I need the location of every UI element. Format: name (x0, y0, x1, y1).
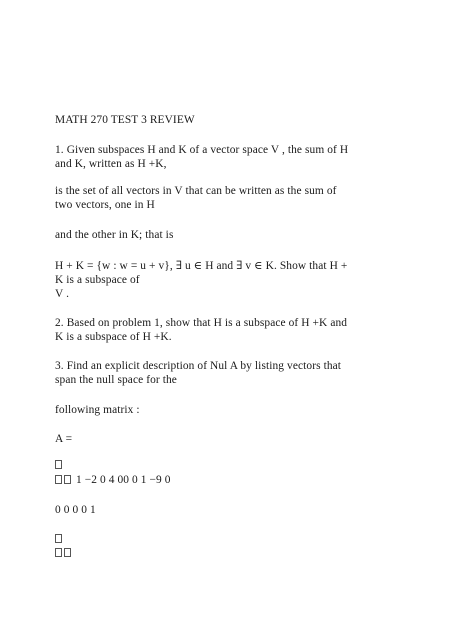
problem-3-line-3: following matrix : (55, 404, 140, 416)
missing-glyph-icon (55, 460, 62, 469)
matrix-row-1: 1 −2 0 4 00 0 1 −9 0 (75, 474, 171, 486)
matrix-bracket-bottom-2 (55, 546, 73, 560)
problem-1-line-2: and K, written as H +K, (55, 158, 167, 170)
document-title: MATH 270 TEST 3 REVIEW (55, 114, 195, 126)
set-definition-line-1: H + K = {w : w = u + v}, ∃ u ∈ H and ∃ v ∈ K. Show that H + (55, 260, 348, 272)
matrix-bracket-top (55, 458, 64, 472)
matrix-row-1-line (55, 473, 171, 487)
matrix-bracket-bottom-1 (55, 532, 64, 546)
matrix-label: A = (55, 433, 73, 445)
matrix-row-2: 0 0 0 0 1 (55, 504, 96, 516)
problem-1-line-1: 1. Given subspaces H and K of a vector space V , the sum of H (55, 144, 349, 156)
problem-1-line-3: is the set of all vectors in V that can be written as the sum of (55, 185, 337, 197)
set-definition-line-3: V . (55, 288, 70, 300)
problem-1-line-4: two vectors, one in H (55, 199, 155, 211)
problem-1-line-5: and the other in K; that is (55, 229, 174, 241)
missing-glyph-icon (64, 475, 71, 484)
missing-glyph-icon (55, 475, 62, 484)
set-definition-line-2: K is a subspace of (55, 274, 140, 286)
problem-2-line-2: K is a subspace of H +K. (55, 331, 172, 343)
missing-glyph-icon (55, 548, 62, 557)
missing-glyph-icon (55, 534, 62, 543)
missing-glyph-icon (64, 548, 71, 557)
problem-3-line-2: span the null space for the (55, 374, 177, 386)
problem-3-line-1: 3. Find an explicit description of Nul A by listing vectors that (55, 360, 342, 372)
problem-2-line-1: 2. Based on problem 1, show that H is a subspace of H +K and (55, 317, 348, 329)
